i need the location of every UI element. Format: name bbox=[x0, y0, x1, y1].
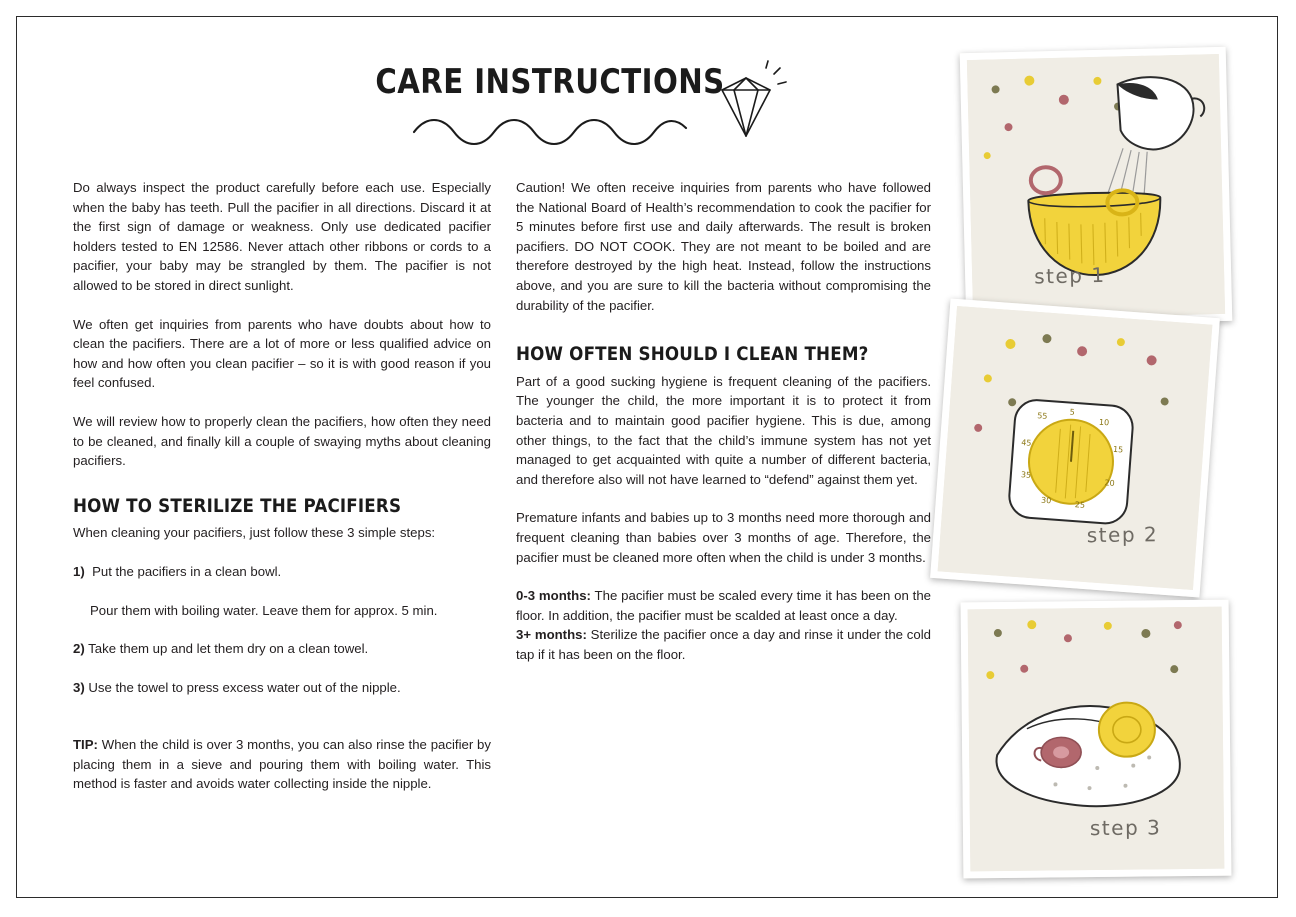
page-title: CARE INSTRUCTIONS bbox=[375, 62, 725, 102]
photo-step-3-caption: step 3 bbox=[1089, 815, 1162, 841]
step-text: Pour them with boiling water. Leave them for approx. 5 min. bbox=[90, 602, 438, 618]
svg-text:45: 45 bbox=[1020, 438, 1032, 448]
paragraph-review: We will review how to properly clean the pacifiers, how often they need to be cleaned, and finally kill a couple of swaying myths about cleaning pacifiers. bbox=[73, 413, 491, 469]
sterilize-intro: When cleaning your pacifiers, just follow these 3 simple steps: bbox=[73, 525, 436, 541]
svg-text:30: 30 bbox=[1040, 495, 1052, 506]
tip-label: TIP: bbox=[73, 737, 98, 753]
tip-text: When the child is over 3 months, you can also rinse the pacifier by placing them in a sieve and pouring them with boiling water. This method is faster and avoids water collecting inside the nipple. bbox=[73, 737, 491, 792]
age-note-label: 3+ months: bbox=[516, 627, 587, 643]
paragraph-caution: Caution! We often receive inquiries from parents who have followed the National Board of Health’s recommendation to cook the pacifier for 5 minutes before first use and daily afterwards. The result is broken pacifiers. DO NOT COOK. They are not meant to be boiled and are therefore destroyed by the high heat. Instead, follow the instructions above, and you are sure to kill the bacteria without compromising the durability of the pacifier. bbox=[516, 180, 931, 313]
left-text-column bbox=[73, 178, 491, 813]
step-item bbox=[73, 562, 491, 582]
svg-text:25: 25 bbox=[1074, 500, 1086, 510]
age-note-0-3 bbox=[516, 586, 931, 625]
photo-step-2 bbox=[930, 298, 1220, 597]
photo-step-2-illustration bbox=[938, 306, 1213, 590]
wave-divider-icon bbox=[410, 114, 690, 148]
svg-text:15: 15 bbox=[1112, 444, 1124, 455]
photo-step-1-caption: step 1 bbox=[1033, 262, 1106, 289]
svg-text:35: 35 bbox=[1020, 470, 1032, 480]
step-text: Use the towel to press excess water out of the nipple. bbox=[88, 679, 401, 695]
paragraph-premature: Premature infants and babies up to 3 months need more thorough and frequent cleaning than babies over 3 months of age. Therefore, the pacifier must be cleaned more often when the child is under 3 months. bbox=[516, 510, 931, 565]
age-note-text: The pacifier must be scaled every time it has been on the floor. In addition, the pacifier must be scalded at least once a day. bbox=[516, 588, 932, 623]
svg-text:5: 5 bbox=[1069, 407, 1076, 417]
svg-text:20: 20 bbox=[1104, 478, 1116, 488]
step-number: 1) bbox=[73, 563, 85, 579]
step-item bbox=[73, 639, 491, 659]
sterilize-steps-list bbox=[73, 562, 491, 697]
photo-step-2-caption: step 2 bbox=[1086, 522, 1159, 548]
step-item bbox=[73, 601, 491, 621]
age-note-3-plus bbox=[516, 625, 931, 664]
step-number: 2) bbox=[73, 641, 85, 657]
tip-paragraph bbox=[73, 735, 491, 794]
step-item bbox=[73, 678, 491, 698]
age-note-label: 0-3 months: bbox=[516, 588, 591, 604]
step-text: Take them up and let them dry on a clean towel. bbox=[88, 641, 369, 657]
svg-text:55: 55 bbox=[1036, 411, 1048, 421]
step-text: Put the pacifiers in a clean bowl. bbox=[92, 563, 282, 579]
paragraph-inspect: Do always inspect the product carefully before each use. Especially when the baby has teeth. Pull the pacifier in all directions. Discard it at the first sign of damage or weakness. Only use dedicated pacifier holders tested to EN 12586. Never attach other ribbons or cords to a pacifier, your baby may be strangled by them. The pacifier is not allowed to be stored in direct sunlight. bbox=[73, 180, 491, 293]
age-note-text: Sterilize the pacifier once a day and rinse it under the cold tap if it has been on the floor. bbox=[516, 627, 931, 662]
step-number: 3) bbox=[73, 679, 85, 695]
heading-sterilize: HOW TO STERILIZE THE PACIFIERS bbox=[73, 494, 402, 517]
right-text-column bbox=[516, 178, 931, 683]
photo-step-3 bbox=[961, 600, 1232, 879]
svg-text:10: 10 bbox=[1098, 417, 1110, 428]
paragraph-hygiene: Part of a good sucking hygiene is frequent cleaning of the pacifiers. The younger the child, the more important it is to protect it from bacteria and to maintain good pacifier hygiene. This is due, among other things, to the fact that the child’s immune system has not yet managed to get acquainted with quite a number of different bacteria, and therefore also will not have learned to “defend” against them yet. bbox=[516, 373, 931, 487]
diamond-icon bbox=[700, 58, 792, 150]
kitchen-timer-icon bbox=[938, 306, 1200, 577]
heading-how-often: HOW OFTEN SHOULD I CLEAN THEM? bbox=[516, 343, 869, 366]
paragraph-inquiries: We often get inquiries from parents who have doubts about how to clean the pacifiers. There are a lot of more or less qualified advice on how and how often you clean pacifier – so it is with good reason if you feel confused. bbox=[73, 316, 491, 391]
photo-step-1 bbox=[960, 47, 1233, 327]
